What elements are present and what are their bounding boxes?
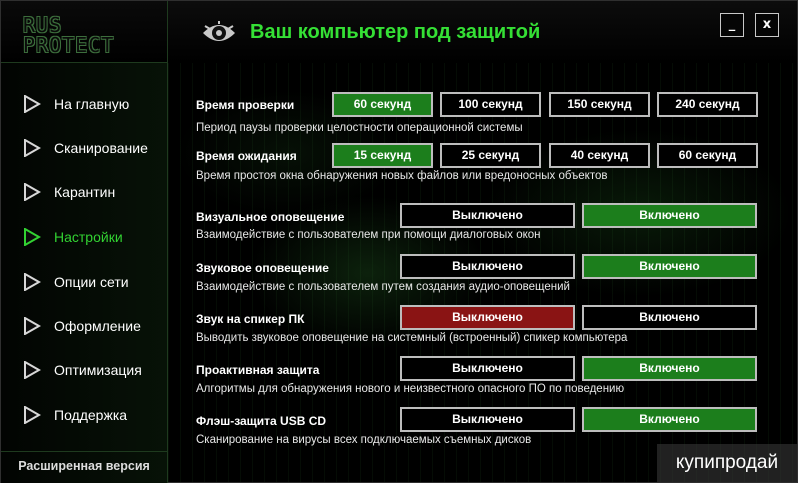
play-arrow-icon	[23, 139, 41, 157]
check-time-description: Период паузы проверки целостности операционной системы	[196, 122, 523, 134]
wait-time-label: Время ожидания	[196, 149, 297, 163]
sound-alert-off-button[interactable]: Выключено	[400, 254, 575, 279]
pc-speaker-description: Выводить звуковое оповещение на системный (встроенный) спикер компьютера	[196, 332, 628, 344]
visual-alert-off-button[interactable]: Выключено	[400, 203, 575, 228]
wait-time-option-25[interactable]: 25 секунд	[440, 143, 541, 168]
pc-speaker-label: Звук на спикер ПК	[196, 312, 305, 326]
pc-speaker-on-button[interactable]: Включено	[582, 305, 757, 330]
check-time-option-240[interactable]: 240 секунд	[657, 92, 758, 117]
usb-protection-off-button[interactable]: Выключено	[400, 407, 575, 432]
sidebar-item-label: Настройки	[54, 229, 123, 245]
sidebar-item-support[interactable]	[23, 403, 127, 427]
wait-time-option-40[interactable]: 40 секунд	[549, 143, 650, 168]
edition-label: Расширенная версия	[1, 451, 167, 483]
check-time-option-100[interactable]: 100 секунд	[440, 92, 541, 117]
logo-line-2: PROTECT	[23, 33, 115, 57]
sidebar-item-label: Карантин	[54, 184, 116, 200]
settings-panel	[168, 63, 797, 482]
sidebar-item-home[interactable]	[23, 92, 129, 116]
wait-time-description: Время простоя окна обнаружения новых файлов или вредоносных объектов	[196, 170, 608, 182]
play-arrow-icon	[23, 183, 41, 201]
sidebar-item-label: Оформление	[54, 318, 141, 334]
sidebar-item-label: Поддержка	[54, 407, 128, 423]
proactive-description: Алгоритмы для обнаружения нового и неизвестного опасного ПО по поведению	[196, 383, 625, 395]
sidebar	[1, 63, 168, 483]
sound-alert-label: Звуковое оповещение	[196, 261, 329, 275]
sound-alert-description: Взаимодействие с пользователем путем создания аудио-оповещений	[196, 281, 570, 293]
sidebar-item-label: Сканирование	[54, 140, 148, 156]
proactive-on-button[interactable]: Включено	[582, 356, 757, 381]
minimize-button[interactable]: _	[720, 13, 744, 37]
usb-protection-label: Флэш-защита USB CD	[196, 414, 327, 428]
visual-alert-on-button[interactable]: Включено	[582, 203, 757, 228]
sidebar-item-appearance[interactable]	[23, 314, 141, 338]
visual-alert-label: Визуальное оповещение	[196, 210, 345, 224]
wait-time-option-60[interactable]: 60 секунд	[657, 143, 758, 168]
sidebar-item-label: Оптимизация	[54, 362, 142, 378]
sidebar-item-scan[interactable]	[23, 136, 148, 160]
page-title: Ваш компьютер под защитой	[250, 21, 541, 43]
play-arrow-icon	[23, 95, 41, 113]
app-logo	[1, 1, 168, 63]
eye-icon	[202, 21, 236, 45]
pc-speaker-off-button[interactable]: Выключено	[400, 305, 575, 330]
proactive-label: Проактивная защита	[196, 363, 320, 377]
check-time-label: Время проверки	[196, 98, 295, 112]
watermark: купипродай	[657, 444, 797, 482]
visual-alert-description: Взаимодействие с пользователем при помощи диалоговых окон	[196, 229, 541, 241]
sidebar-item-optimization[interactable]	[23, 358, 142, 382]
play-arrow-icon	[23, 228, 41, 246]
sound-alert-on-button[interactable]: Включено	[582, 254, 757, 279]
usb-protection-description: Сканирование на вирусы всех подключаемых съемных дисков	[196, 434, 532, 446]
usb-protection-on-button[interactable]: Включено	[582, 407, 757, 432]
proactive-off-button[interactable]: Выключено	[400, 356, 575, 381]
sidebar-item-network[interactable]	[23, 270, 129, 294]
play-arrow-icon	[23, 317, 41, 335]
play-arrow-icon	[23, 273, 41, 291]
check-time-option-150[interactable]: 150 секунд	[549, 92, 650, 117]
close-button[interactable]: x	[755, 13, 779, 37]
check-time-option-60[interactable]: 60 секунд	[332, 92, 433, 117]
title-bar	[168, 1, 797, 64]
wait-time-option-15[interactable]: 15 секунд	[332, 143, 433, 168]
play-arrow-icon	[23, 361, 41, 379]
sidebar-item-label: На главную	[54, 96, 130, 112]
sidebar-item-quarantine[interactable]	[23, 180, 115, 204]
logo-line-1: RUS	[23, 13, 63, 37]
sidebar-item-label: Опции сети	[54, 274, 129, 290]
play-arrow-icon	[23, 406, 41, 424]
sidebar-item-settings[interactable]	[23, 225, 123, 249]
